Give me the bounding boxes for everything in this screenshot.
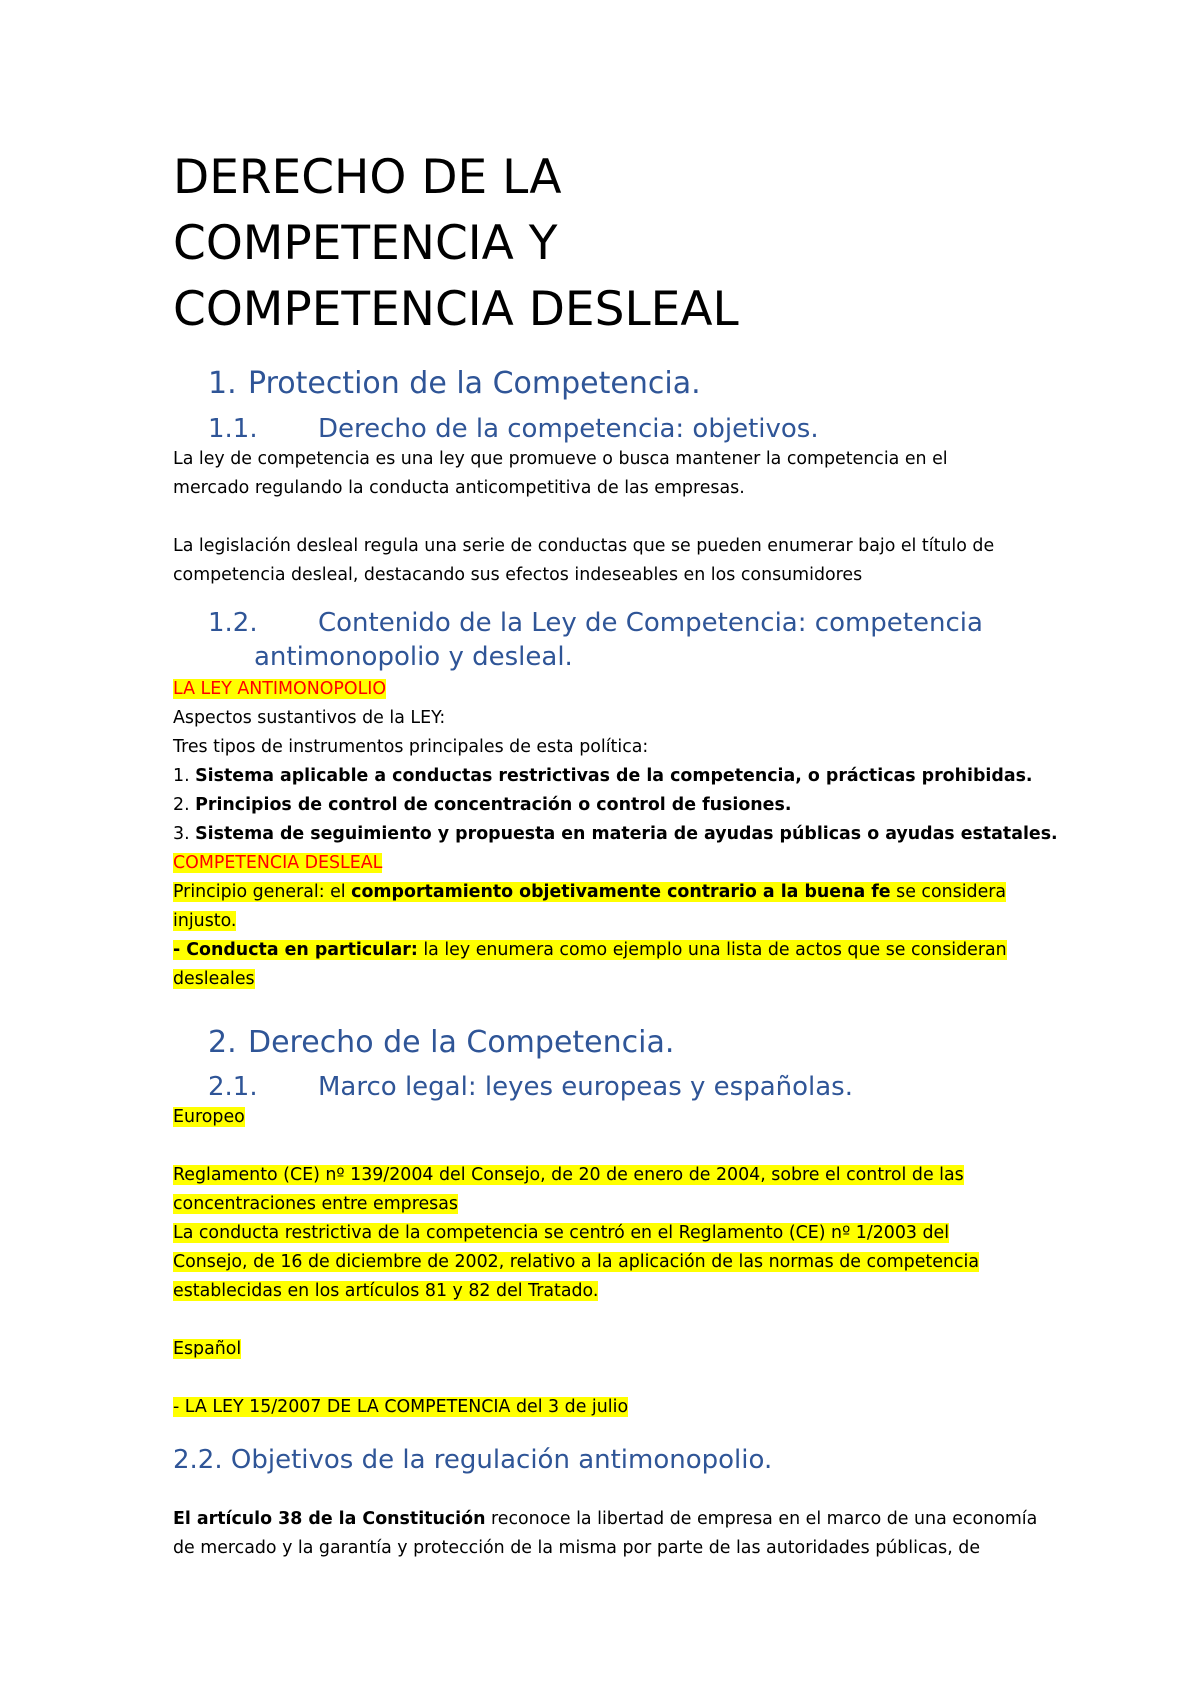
desleal-label: COMPETENCIA DESLEAL [173, 853, 383, 873]
paragraph: El artículo 38 de la Constitución reconoce la libertad de empresa en el marco de una economía de mercado y la garantía y protección de la misma por parte de las autoridades públicas, de [173, 1509, 1038, 1558]
title-line: COMPETENCIA DESLEAL [173, 282, 739, 337]
section-1-1-heading: 1.1. Derecho de la competencia: objetivos. [208, 414, 819, 444]
title-line: DERECHO DE LA [173, 150, 562, 205]
section-1-2-heading: 1.2. Contenido de la Ley de Competencia: competencia [208, 608, 983, 638]
paragraph: La ley de competencia es una ley que promueve o busca mantener la competencia en el mercado regulando la conducta anticompetitiva de las empresas. [173, 449, 948, 498]
paragraph: La legislación desleal regula una serie de conductas que se pueden enumerar bajo el título de competencia desleal, destacando sus efectos indeseables en los consumidores [173, 536, 995, 585]
section-1-heading: 1. Protection de la Competencia. [208, 366, 701, 401]
title-line: COMPETENCIA Y [173, 216, 558, 271]
document-title [173, 145, 1073, 343]
section-2-1-heading: 2.1. Marco legal: leyes europeas y españolas. [208, 1072, 853, 1102]
section-2-2-heading: 2.2. Objetivos de la regulación antimonopolio. [173, 1445, 773, 1475]
section-1-2-heading-line2: antimonopolio y desleal. [254, 642, 573, 672]
paragraph: Europeo Reglamento (CE) nº 139/2004 del Consejo, de 20 de enero de 2004, sobre el control de las concentraciones entre empresas La conducta restrictiva de la competencia se centró en el Reglamento (CE) nº 1/2003 del Consejo, de 16 de diciembre de 2002, relativo a la aplicación de las normas de competencia establecidas en los artículos 81 y 82 del Tratado. Español - LA LEY 15/2007 DE LA COMPETENCIA del 3 de julio [173, 1107, 979, 1417]
antimonopolio-label: LA LEY ANTIMONOPOLIO [173, 679, 387, 699]
paragraph: LA LEY ANTIMONOPOLIO Aspectos sustantivos de la LEY: Tres tipos de instrumentos principales de esta política: 1. Sistema aplicable a conductas restrictivas de la competencia, o prácticas prohibidas. 2. Principios de control de concentración o control de fusiones. 3. Sistema de seguimiento y propuesta en materia de ayudas públicas o ayudas estatales. COMPETENCIA DESLEAL Principio general: el comportamiento objetivamente contrario a la buena fe se considera injusto. - Conducta en particular: la ley enumera como ejemplo una lista de actos que se consideran desleales [173, 679, 1058, 989]
section-2-heading: 2. Derecho de la Competencia. [208, 1025, 675, 1060]
